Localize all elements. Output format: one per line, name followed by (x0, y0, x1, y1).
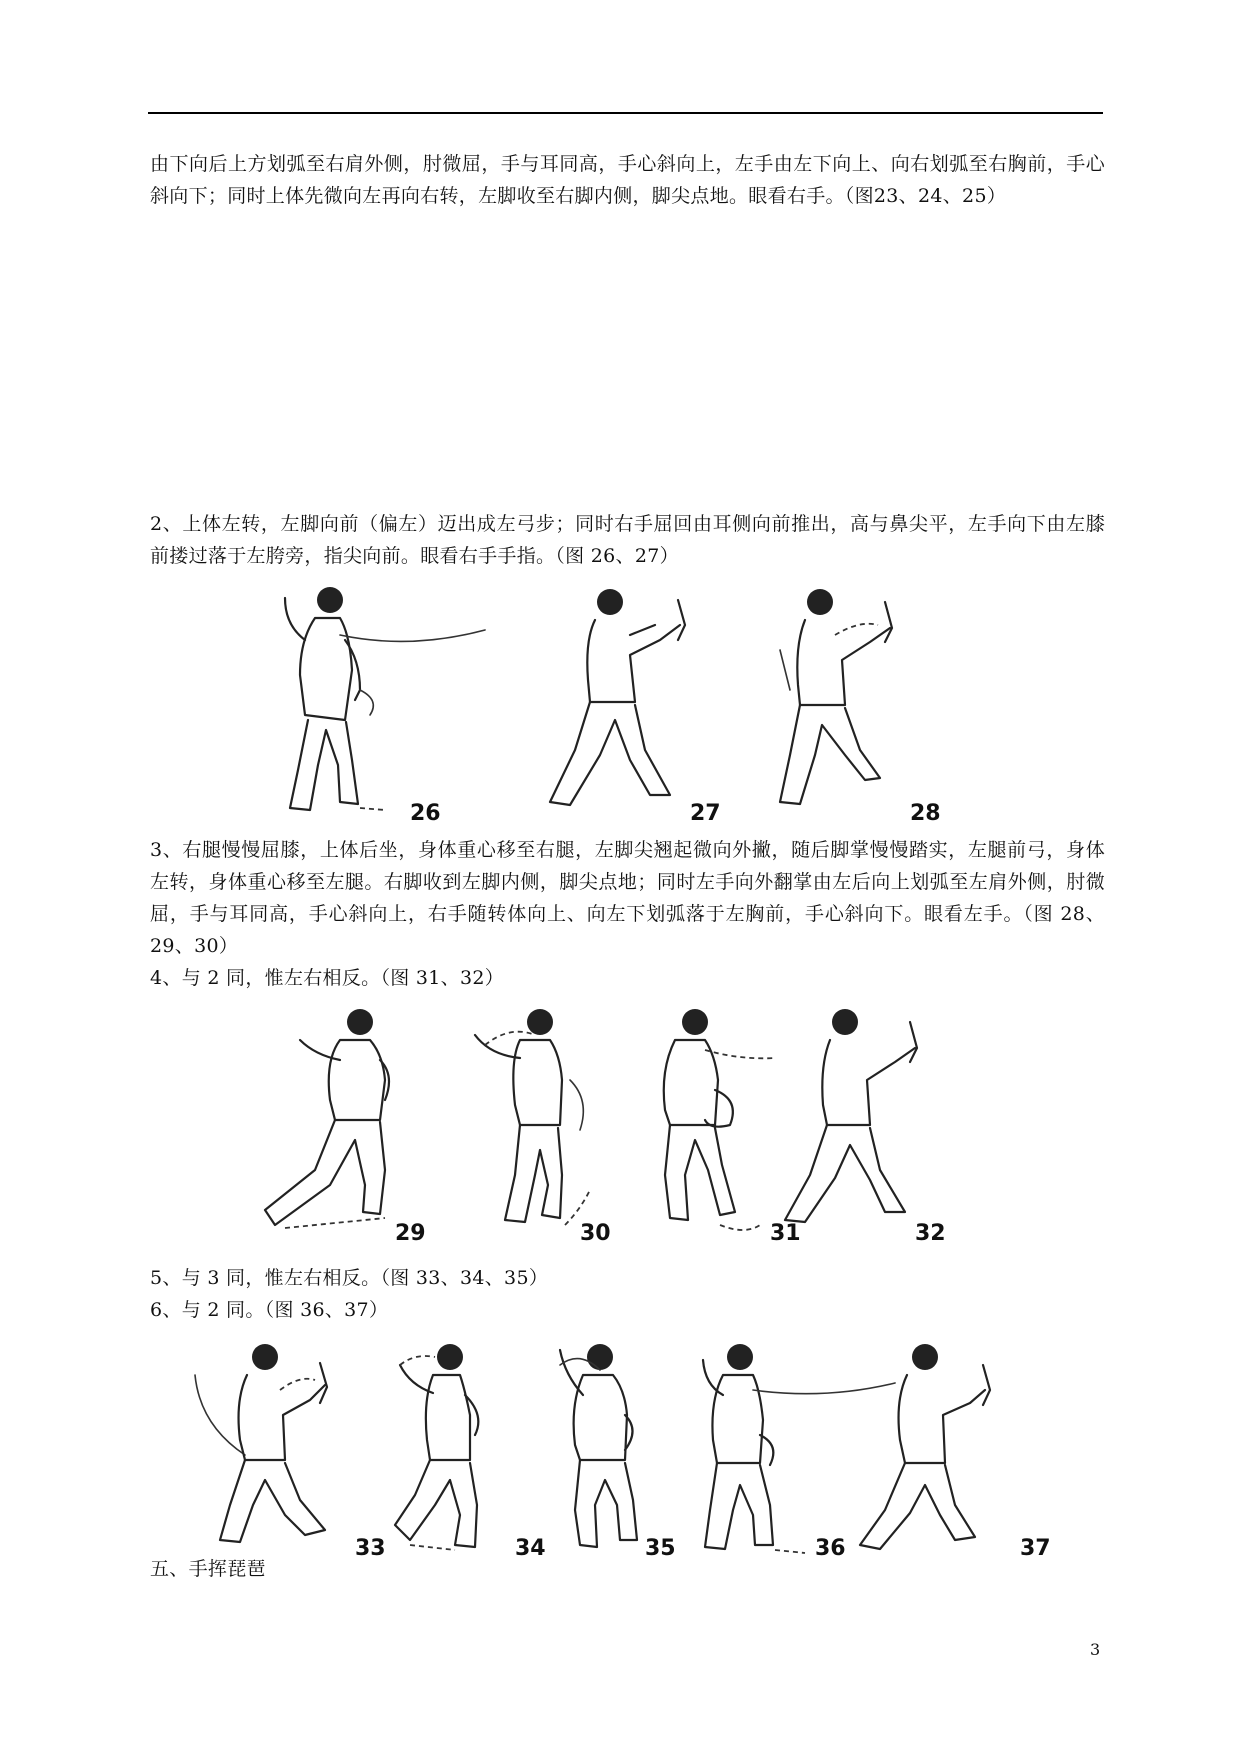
figure-number: 30 (580, 1221, 611, 1245)
paragraph-step-6: 6、与 2 同。（图 36、37） (150, 1299, 389, 1321)
figure-number: 35 (645, 1536, 676, 1561)
figure-number: 37 (1020, 1536, 1051, 1561)
figure-number: 28 (910, 801, 941, 825)
figure-number: 33 (355, 1536, 386, 1561)
figure-30 (475, 1009, 611, 1245)
paragraph-step-2: 2、上体左转，左脚向前（偏左）迈出成左弓步；同时右手屈回由耳侧向前推出，高与鼻尖平，左手向下由左膝前搂过落于左胯旁，指尖向前。眼看右手手指。（图 26、27） (150, 513, 1105, 567)
figure-number: 27 (690, 801, 721, 825)
figure-number: 36 (815, 1536, 846, 1561)
paragraph-step-4: 4、与 2 同，惟左右相反。（图 31、32） (150, 967, 505, 989)
figure-row-26-28 (260, 580, 980, 825)
paragraph-continuation: 由下向后上方划弧至右肩外侧，肘微屈，手与耳同高，手心斜向上，左手由左下向上、向右划弧至右胸前，手心斜向下；同时上体先微向左再向右转，左脚收至右脚内侧，脚尖点地。眼看右手。（图23、24、25） (150, 153, 1105, 207)
figure-number: 26 (410, 801, 441, 825)
figure-34 (395, 1344, 546, 1561)
figure-row-33-37 (185, 1335, 1065, 1580)
figure-row-29-32 (245, 1000, 965, 1245)
figure-29 (265, 1009, 426, 1245)
figure-36 (703, 1344, 895, 1561)
figure-26 (285, 587, 485, 825)
page-number: 3 (1090, 1640, 1101, 1659)
figure-number: 34 (515, 1536, 546, 1561)
figure-28 (780, 589, 941, 825)
header-rule (148, 112, 1103, 114)
figure-number: 32 (915, 1221, 946, 1245)
figure-number: 29 (395, 1221, 426, 1245)
figure-31 (664, 1009, 801, 1245)
figure-37 (860, 1344, 1051, 1561)
paragraph-step-3: 3、右腿慢慢屈膝，上体后坐，身体重心移至右腿，左脚尖翘起微向外撇，随后脚掌慢慢踏实，左腿前弓，身体左转，身体重心移至左腿。右脚收到左脚内侧，脚尖点地；同时左手向外翻掌由左后向上划弧至左肩外侧，肘微屈，手与耳同高，手心斜向上，右手随转体向上、向左下划弧落于左胸前，手心斜向下。眼看左手。（图 28、29、30） (150, 839, 1105, 957)
figure-27 (550, 589, 721, 825)
paragraph-step-5: 5、与 3 同，惟左右相反。（图 33、34、35） (150, 1267, 549, 1289)
section-heading-5: 五、手挥琵琶 (150, 1558, 266, 1580)
figure-number: 31 (770, 1221, 801, 1245)
figure-33 (195, 1344, 386, 1561)
figure-35 (560, 1344, 676, 1561)
figure-32 (785, 1009, 946, 1245)
